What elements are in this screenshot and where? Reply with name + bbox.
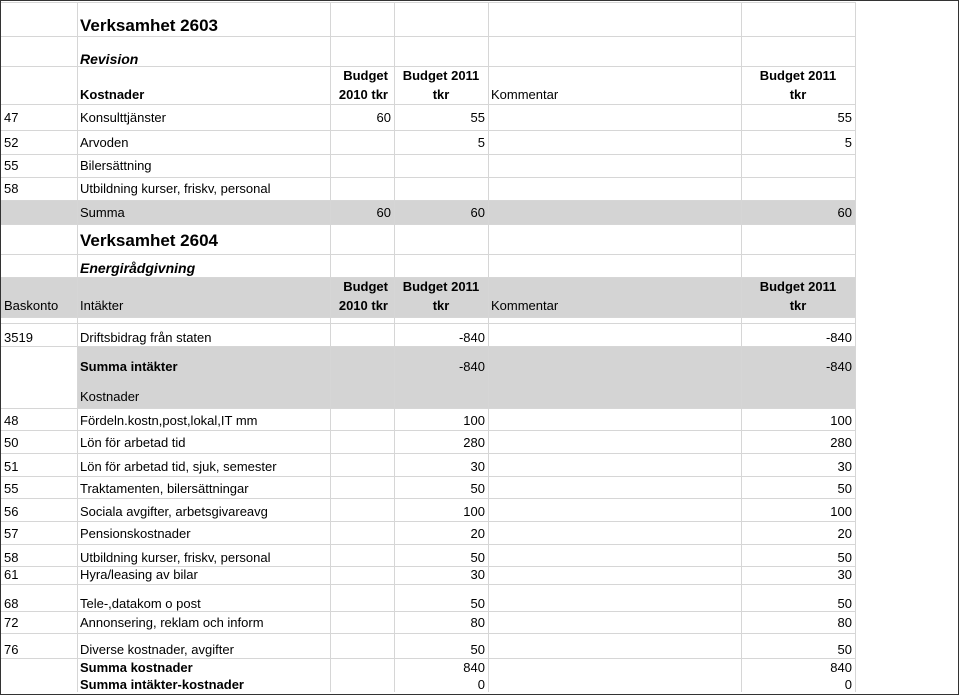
name-cell: Utbildning kurser, friskv, personal [80, 181, 271, 196]
column-header-budget2011b: tkr [789, 298, 807, 313]
konto-cell: 58 [4, 550, 19, 565]
column-header-budget2010: Budget [343, 68, 388, 83]
section-subtitle: Energirådgivning [80, 260, 196, 276]
summa-netto-label: Summa intäkter-kostnader [80, 677, 244, 692]
konto-cell: 72 [4, 615, 19, 630]
name-cell: Bilersättning [80, 158, 152, 173]
column-header-budget2011b: Budget 2011 [759, 279, 837, 294]
konto-cell: 58 [4, 181, 19, 196]
budget2011b-cell: 80 [837, 615, 852, 630]
summa-intakter-budget2011b: -840 [825, 359, 852, 374]
name-cell: Lön för arbetad tid [80, 435, 186, 450]
konto-cell: 68 [4, 596, 19, 611]
budget2011-cell: 5 [477, 135, 485, 150]
budget2011b-cell: 5 [844, 135, 852, 150]
konto-cell: 47 [4, 110, 19, 125]
konto-cell: 52 [4, 135, 19, 150]
name-cell: Utbildning kurser, friskv, personal [80, 550, 271, 565]
budget2011b-cell: 100 [830, 504, 852, 519]
konto-cell: 50 [4, 435, 19, 450]
budget2011-cell: 20 [470, 526, 485, 541]
summa-intakter-label: Summa intäkter [80, 359, 178, 374]
summa-kostnader-budget2011: 840 [463, 660, 485, 675]
budget2010-cell: 60 [376, 110, 391, 125]
name-cell: Tele-,datakom o post [80, 596, 201, 611]
budget2011-cell: 50 [470, 481, 485, 496]
summa-intakter-budget2011: -840 [458, 359, 485, 374]
budget2011b-cell: 30 [837, 459, 852, 474]
name-cell: Pensionskostnader [80, 526, 191, 541]
konto-cell: 57 [4, 526, 19, 541]
budget2011b-cell: 50 [837, 550, 852, 565]
budget2011-cell: 30 [470, 459, 485, 474]
budget2011b-cell: 20 [837, 526, 852, 541]
column-header-budget2010: Budget [343, 279, 388, 294]
budget2011-cell: -840 [458, 330, 485, 345]
budget2011b-cell: 55 [837, 110, 852, 125]
summa-label: Summa [80, 205, 125, 220]
section-title: Verksamhet 2603 [80, 16, 218, 35]
budget2011b-cell: 50 [837, 481, 852, 496]
name-cell: Annonsering, reklam och inform [80, 615, 264, 630]
budget2011b-cell: -840 [825, 330, 852, 345]
budget2011-cell: 280 [463, 435, 485, 450]
summa-netto-budget2011: 0 [477, 677, 485, 692]
konto-cell: 61 [4, 567, 19, 582]
name-cell: Sociala avgifter, arbetsgivareavg [80, 504, 268, 519]
column-header-budget2011: Budget 2011 [402, 68, 480, 83]
konto-cell: 51 [4, 459, 19, 474]
name-cell: Konsulttjänster [80, 110, 166, 125]
budget2011-cell: 80 [470, 615, 485, 630]
column-header-budget2011b: Budget 2011 [759, 68, 837, 83]
column-header-kommentar: Kommentar [491, 87, 559, 102]
budget2011-cell: 100 [463, 504, 485, 519]
konto-cell: 55 [4, 481, 19, 496]
column-header-budget2011b: tkr [789, 87, 807, 102]
name-cell: Diverse kostnader, avgifter [80, 642, 234, 657]
kostnader-label: Kostnader [80, 389, 140, 404]
name-cell: Traktamenten, bilersättningar [80, 481, 249, 496]
summa-kostnader-label: Summa kostnader [80, 660, 193, 675]
column-header-kommentar: Kommentar [491, 298, 559, 313]
column-header-budget2011: tkr [432, 87, 450, 102]
budget2011b-cell: 50 [837, 596, 852, 611]
column-header-name: Kostnader [80, 87, 145, 102]
section-subtitle: Revision [80, 51, 139, 67]
name-cell: Lön för arbetad tid, sjuk, semester [80, 459, 277, 474]
budget2011-cell: 50 [470, 550, 485, 565]
konto-cell: 56 [4, 504, 19, 519]
budget2011-cell: 30 [470, 567, 485, 582]
section-title: Verksamhet 2604 [80, 231, 218, 250]
summa-budget2011b: 60 [837, 205, 852, 220]
budget2011-cell: 50 [470, 596, 485, 611]
name-cell: Fördeln.kostn,post,lokal,IT mm [80, 413, 258, 428]
summa-netto-budget2011b: 0 [844, 677, 852, 692]
summa-kostnader-budget2011b: 840 [830, 660, 852, 675]
konto-cell: 48 [4, 413, 19, 428]
budget2011-cell: 50 [470, 642, 485, 657]
konto-cell: 55 [4, 158, 19, 173]
column-header-budget2010: 2010 tkr [338, 87, 388, 102]
budget2011b-cell: 280 [830, 435, 852, 450]
konto-cell: 3519 [4, 330, 33, 345]
budget2011-cell: 100 [463, 413, 485, 428]
name-cell: Hyra/leasing av bilar [80, 567, 198, 582]
budget2011-cell: 55 [470, 110, 485, 125]
budget2011b-cell: 50 [837, 642, 852, 657]
column-header-budget2011: Budget 2011 [402, 279, 480, 294]
column-header-budget2010: 2010 tkr [338, 298, 388, 313]
summa-budget2011: 60 [470, 205, 485, 220]
budget2011b-cell: 100 [830, 413, 852, 428]
column-header-name: Intäkter [80, 298, 124, 313]
name-cell: Driftsbidrag från staten [80, 330, 212, 345]
summa-budget2010: 60 [376, 205, 391, 220]
column-header-baskonto: Baskonto [4, 298, 59, 313]
column-header-budget2011: tkr [432, 298, 450, 313]
name-cell: Arvoden [80, 135, 129, 150]
konto-cell: 76 [4, 642, 19, 657]
budget2011b-cell: 30 [837, 567, 852, 582]
